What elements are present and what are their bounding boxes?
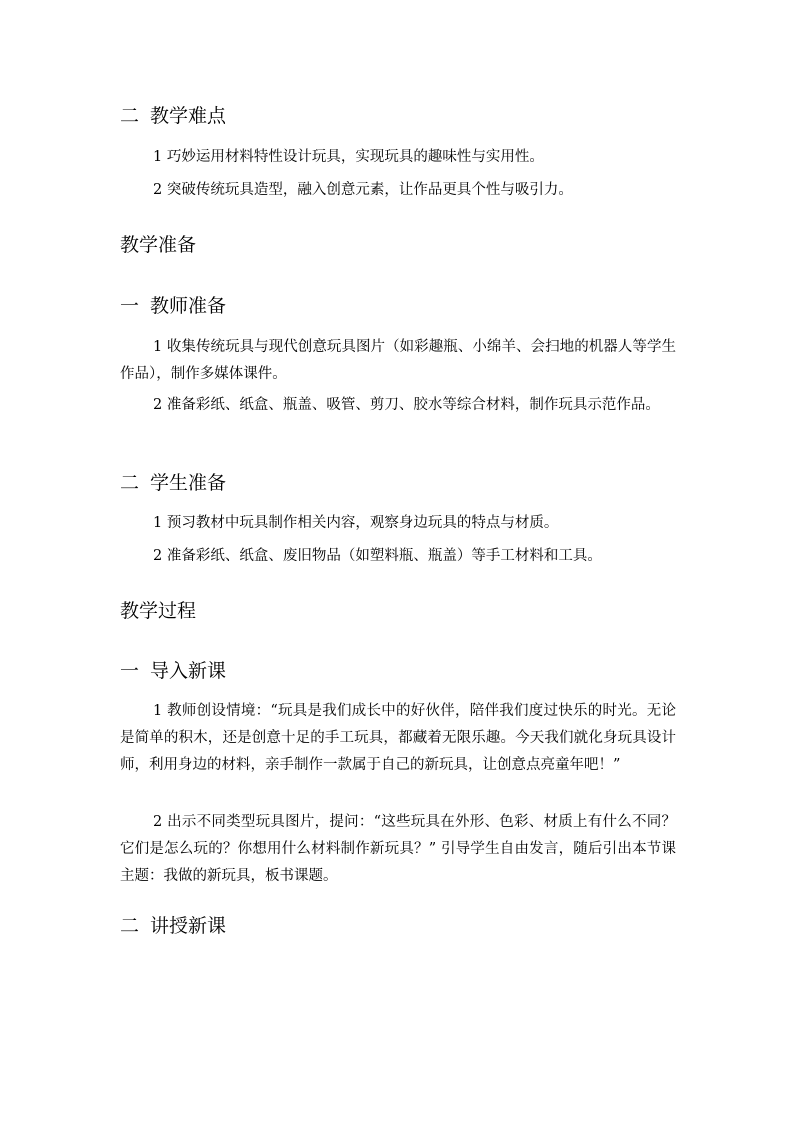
heading-number: 二 bbox=[120, 915, 140, 937]
section-heading-difficulty bbox=[120, 104, 676, 128]
section-heading-intro bbox=[120, 659, 676, 683]
paragraph-student-2: 2 准备彩纸、纸盒、废旧物品（如塑料瓶、瓶盖）等手工材料和工具。 bbox=[153, 548, 602, 564]
paragraph-difficulty-2: 2 突破传统玩具造型，融入创意元素，让作品更具个性与吸引力。 bbox=[153, 182, 573, 198]
heading-title: 教师准备 bbox=[150, 295, 227, 317]
heading-number: 一 bbox=[120, 660, 140, 682]
paragraph-student-1: 1 预习教材中玩具制作相关内容，观察身边玩具的特点与材质。 bbox=[153, 515, 559, 531]
paragraph-teacher-1: 1 收集传统玩具与现代创意玩具图片（如彩趣瓶、小绵羊、会扫地的机器人等学生作品），制作多媒体课件。 bbox=[120, 339, 676, 382]
heading-number: 二 bbox=[120, 105, 140, 127]
paragraph-teacher-2: 2 准备彩纸、纸盒、瓶盖、吸管、剪刀、胶水等综合材料，制作玩具示范作品。 bbox=[153, 397, 660, 413]
heading-number: 二 bbox=[120, 472, 140, 494]
heading-title: 讲授新课 bbox=[150, 915, 227, 937]
heading-title: 学生准备 bbox=[150, 472, 227, 494]
paragraph-difficulty-1: 1 巧妙运用材料特性设计玩具，实现玩具的趣味性与实用性。 bbox=[153, 149, 544, 165]
section-heading-teacher bbox=[120, 294, 676, 318]
section-title-preparation: 教学准备 bbox=[120, 234, 197, 256]
heading-title: 导入新课 bbox=[150, 660, 227, 682]
heading-number: 一 bbox=[120, 295, 140, 317]
section-heading-teach bbox=[120, 914, 676, 938]
section-heading-student bbox=[120, 471, 676, 495]
paragraph-intro-1: 1 教师创设情境：“玩具是我们成长中的好伙伴，陪伴我们度过快乐的时光。无论是简单的积木，还是创意十足的手工玩具，都藏着无限乐趣。今天我们就化身玩具设计师，利用身边的材料，亲手制作一款属于自己的新玩具，让创意点亮童年吧！” bbox=[120, 703, 676, 773]
heading-title: 教学难点 bbox=[150, 105, 227, 127]
paragraph-intro-2: 2 出示不同类型玩具图片，提问：“这些玩具在外形、色彩、材质上有什么不同？它们是怎么玩的？你想用什么材料制作新玩具？” 引导学生自由发言，随后引出本节课主题：我做的新玩具，板书课题。 bbox=[120, 814, 676, 884]
section-title-process: 教学过程 bbox=[120, 600, 197, 622]
